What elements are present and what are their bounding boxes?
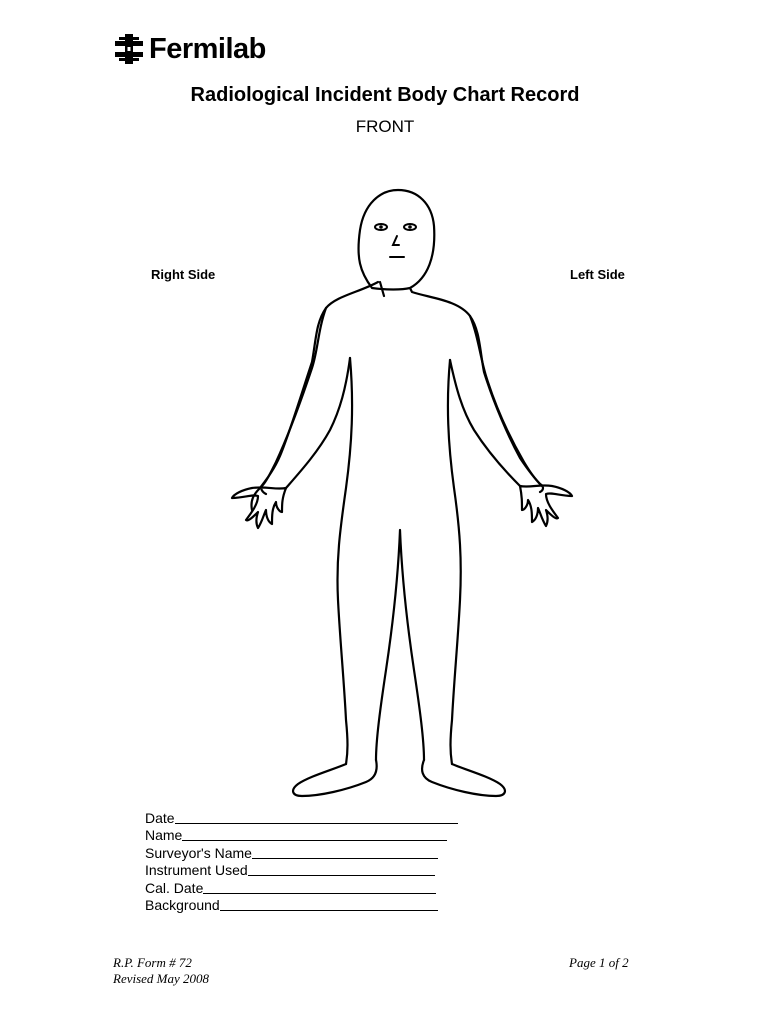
date-line[interactable] <box>175 811 458 824</box>
name-line[interactable] <box>182 828 447 841</box>
instrument-used-field[interactable] <box>145 861 458 879</box>
cal-date-label: Cal. Date <box>145 879 204 896</box>
instrument-used-line[interactable] <box>248 863 435 876</box>
name-field[interactable] <box>145 826 458 844</box>
record-fields <box>145 808 458 913</box>
right-foot-outline <box>293 760 377 796</box>
nose <box>393 236 399 245</box>
page-subtitle: FRONT <box>355 117 415 136</box>
form-number: R.P. Form # 72 <box>113 955 192 970</box>
left-foot-outline <box>422 760 505 796</box>
cal-date-field[interactable] <box>145 878 458 896</box>
background-field[interactable] <box>145 896 458 914</box>
name-label: Name <box>145 827 183 843</box>
footer-form-info <box>113 955 209 987</box>
background-label: Background <box>145 897 220 913</box>
cal-date-line[interactable] <box>203 881 436 894</box>
page-number: Page 1 of 2 <box>569 955 629 970</box>
instrument-used-label: Instrument Used <box>145 862 248 878</box>
page-title: Radiological Incident Body Chart Record <box>190 84 580 106</box>
surveyor-name-field[interactable] <box>145 843 458 861</box>
date-label: Date <box>145 809 175 826</box>
surveyor-name-label: Surveyor's Name <box>145 844 252 861</box>
left-hand-outline <box>520 484 572 526</box>
surveyor-name-line[interactable] <box>252 846 438 859</box>
body-outline <box>251 282 542 510</box>
right-arm-outline <box>262 308 350 488</box>
left-arm-outline <box>450 316 540 486</box>
logo-text: Fermilab <box>149 33 266 65</box>
left-side-label: Left Side <box>570 267 625 282</box>
date-field[interactable] <box>145 808 458 826</box>
revised-date: Revised May 2008 <box>113 971 210 986</box>
background-line[interactable] <box>220 898 438 911</box>
right-hand-outline <box>232 486 286 528</box>
right-side-label: Right Side <box>151 267 216 282</box>
legs-inner-outline <box>376 530 424 760</box>
